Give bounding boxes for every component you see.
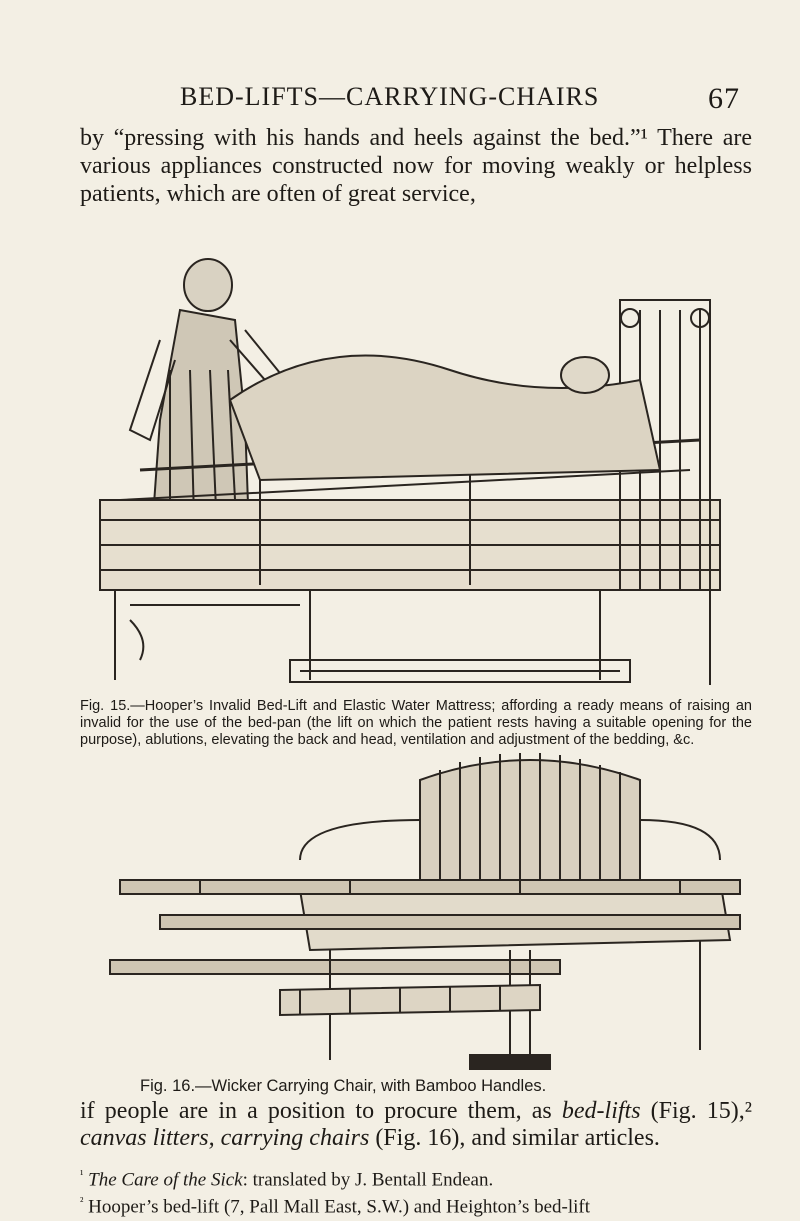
figure-15-caption: Fig. 15.—Hooper’s Invalid Bed-Lift and Elastic Water Mattress; affording a ready means of raising an invalid for the use of the bed-pan (the lift on which the patient rests having a suitable opening for the purpose), ablutions, elevating the back and head, ventilation and adjustment of the bedding, &c. <box>80 698 752 748</box>
text-fragment: (Fig. 15),² <box>640 1098 752 1124</box>
text-fragment: if people are in a position to procure them, as <box>80 1098 562 1124</box>
page-number: 67 <box>708 82 740 115</box>
paragraph-bottom <box>80 1098 752 1152</box>
running-title: BED-LIFTS—CARRYING-CHAIRS <box>180 82 600 111</box>
footnote-1-text: : translated by J. Bentall Endean. <box>242 1169 494 1191</box>
footnote-2-marker: ² <box>80 1196 84 1209</box>
footnote-2 <box>80 1191 752 1218</box>
footnote-1-title: The Care of the Sick <box>88 1169 243 1191</box>
paragraph-top: by “pressing with his hands and heels against the bed.”¹ There are various appliances constructed now for moving weakly or helpless patients, which are often of great service, <box>80 125 752 207</box>
term-bed-lifts: bed-lifts <box>561 1098 641 1124</box>
footnote-1-marker: ¹ <box>80 1169 84 1181</box>
footnote-1 <box>80 1164 752 1191</box>
footnote-2-text: Hooper’s bed-lift (7, Pall Mall East, S.W.) and Heighton’s bed-lift <box>88 1196 591 1218</box>
term-litters-chairs: canvas litters, carrying chairs <box>80 1125 370 1151</box>
footnotes <box>80 1164 752 1219</box>
figure-16-caption: Fig. 16.—Wicker Carrying Chair, with Bamboo Handles. <box>140 1077 547 1095</box>
text-fragment: (Fig. 16), and similar articles. <box>369 1125 660 1151</box>
